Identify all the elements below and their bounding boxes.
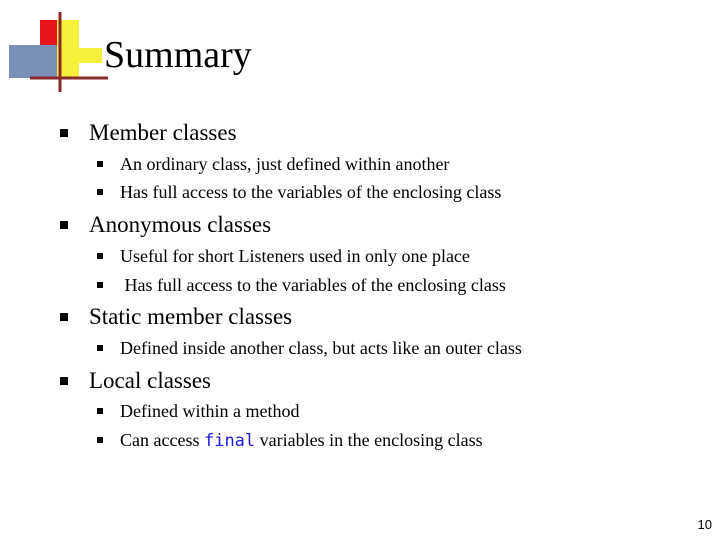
square-bullet-icon — [97, 161, 103, 167]
square-bullet-icon — [60, 377, 68, 385]
deco-yellow-bar — [62, 48, 102, 63]
square-bullet-icon — [97, 345, 103, 351]
sub-bullet-text: Useful for short Listeners used in only one place — [120, 246, 470, 266]
square-bullet-icon — [97, 253, 103, 259]
slide-title: Summary — [104, 34, 252, 76]
square-bullet-icon — [97, 282, 103, 288]
page-number: 10 — [697, 517, 712, 532]
square-bullet-icon — [60, 129, 68, 137]
bullet-label: Local classes — [89, 368, 211, 393]
text-after-code: variables in the enclosing class — [255, 430, 483, 450]
square-bullet-icon — [60, 221, 68, 229]
bullet-label: Member classes — [89, 120, 237, 145]
sub-bullet-text: Defined within a method — [120, 401, 300, 421]
text-before-code: Can access — [120, 430, 204, 450]
square-bullet-icon — [97, 189, 103, 195]
code-keyword-final: final — [203, 431, 256, 451]
title-decoration — [0, 0, 110, 100]
square-bullet-icon — [60, 313, 68, 321]
sub-bullet-text: Has full access to the variables of the enclosing class — [120, 275, 506, 295]
sub-bullet-text: An ordinary class, just defined within another — [120, 154, 450, 174]
square-bullet-icon — [97, 408, 103, 414]
deco-blue-square — [9, 45, 57, 78]
sub-bullet-text: Has full access to the variables of the enclosing class — [120, 182, 502, 202]
sub-bullet-text: Defined inside another class, but acts like an outer class — [120, 338, 522, 358]
sub-bullet-text — [120, 428, 483, 453]
bullet-label: Static member classes — [89, 304, 293, 329]
bullet-label: Anonymous classes — [89, 212, 272, 237]
square-bullet-icon — [97, 437, 103, 443]
